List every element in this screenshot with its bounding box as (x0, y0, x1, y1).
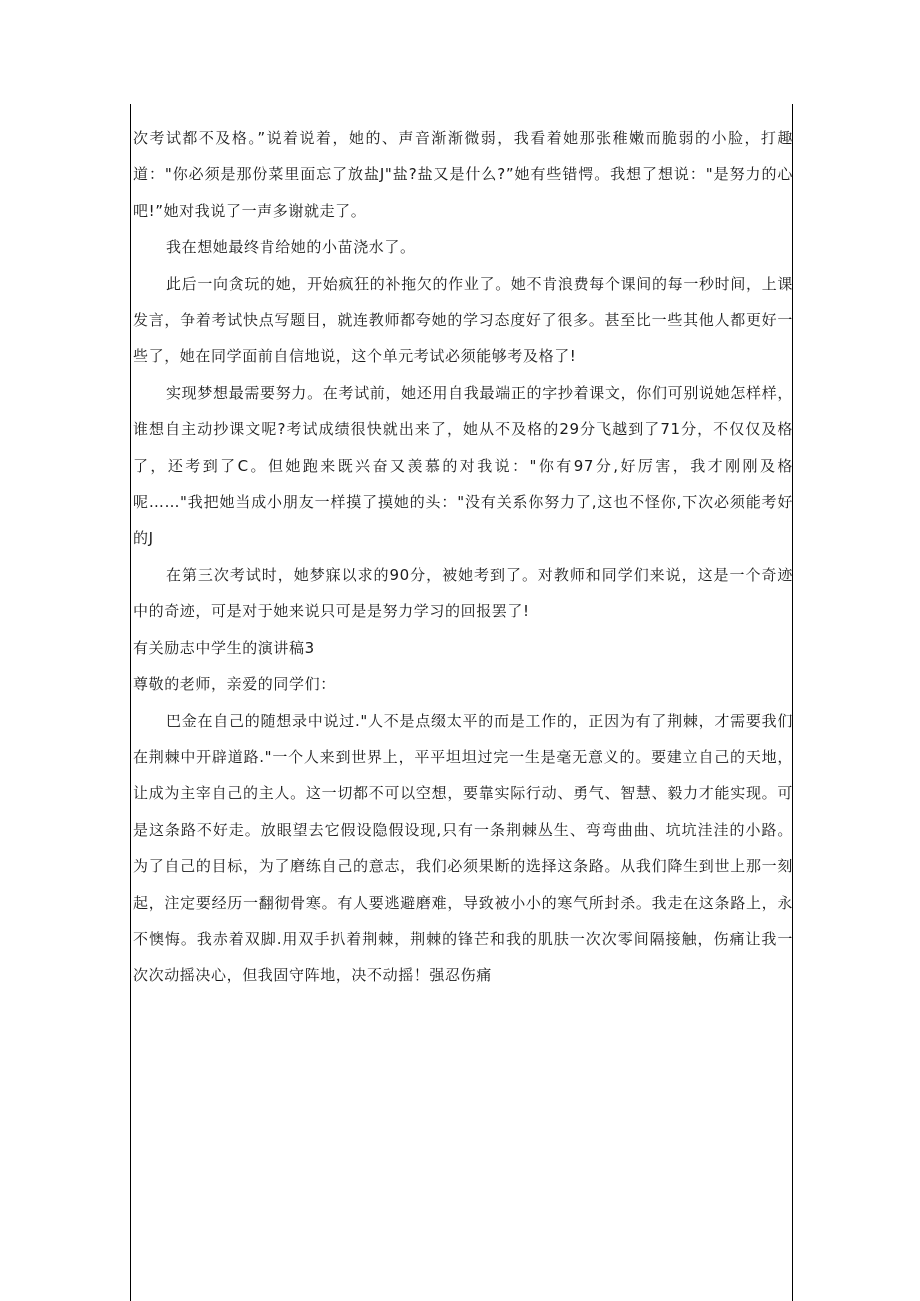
salutation: 尊敬的老师，亲爱的同学们： (133, 675, 336, 694)
paragraph: 巴金在自己的随想录中说过."人不是点缀太平的而是工作的，正因为有了荆棘，才需要我们在荆棘中开辟道路."一个人来到世界上，平平坦坦过完一生是毫无意义的。要建立自己的天地，让成为主宰自己的主人。这一切都不可以空想，要靠实际行动、勇气、智慧、毅力才能实现。可是这条路不好走。放眼望去它假设隐假设现,只有一条荆棘丛生、弯弯曲曲、坑坑洼洼的小路。为了自己的目标，为了磨练自己的意志，我们必须果断的选择这条路。从我们降生到世上那一刻起，注定要经历一翻彻骨寒。有人要逃避磨难，导致被小小的寒气所封杀。我走在这条路上，永不懊悔。我赤着双脚.用双手扒着荆棘，荆棘的锋芒和我的肌肤一次次零间隔接触，伤痛让我一次次动摇决心，但我固守阵地，决不动摇！强忍伤痛 (133, 711, 793, 985)
paragraph-continuation: 次考试都不及格。”说着说着，她的、声音渐渐微弱，我看着她那张稚嫩而脆弱的小脸，打趣道："你必须是那份菜里面忘了放盐J"盐?盐又是什么?”她有些错愕。我想了想说："是努力的心吧!”她对我说了一声多谢就走了。 (133, 129, 793, 220)
paragraph: 我在想她最终肯给她的小苗浇水了。 (166, 238, 416, 257)
paragraph: 实现梦想最需要努力。在考试前，她还用自我最端正的字抄着课文，你们可别说她怎样样，谁想自主动抄课文呢?考试成绩很快就出来了，她从不及格的29分飞越到了71分，不仅仅及格了，还考到了C。但她跑来既兴奋又羡慕的对我说："你有97分,好厉害，我才刚刚及格呢……"我把她当成小朋友一样摸了摸她的头："没有关系你努力了,这也不怪你,下次必须能考好的J (133, 383, 793, 548)
document-body (133, 120, 793, 994)
left-margin-rule (130, 104, 131, 1301)
paragraph: 此后一向贪玩的她，开始疯狂的补拖欠的作业了。她不肯浪费每个课间的每一秒时间，上课发言，争着考试快点写题目，就连教师都夸她的学习态度好了很多。甚至比一些其他人都更好一些了，她在同学面前自信地说，这个单元考试必须能够考及格了! (133, 274, 793, 366)
paragraph: 在第三次考试时，她梦寐以求的90分，被她考到了。对教师和同学们来说，这是一个奇迹中的奇迹，可是对于她来说只可是是努力学习的回报罢了! (133, 565, 793, 621)
section-heading: 有关励志中学生的演讲稿3 (133, 638, 315, 657)
